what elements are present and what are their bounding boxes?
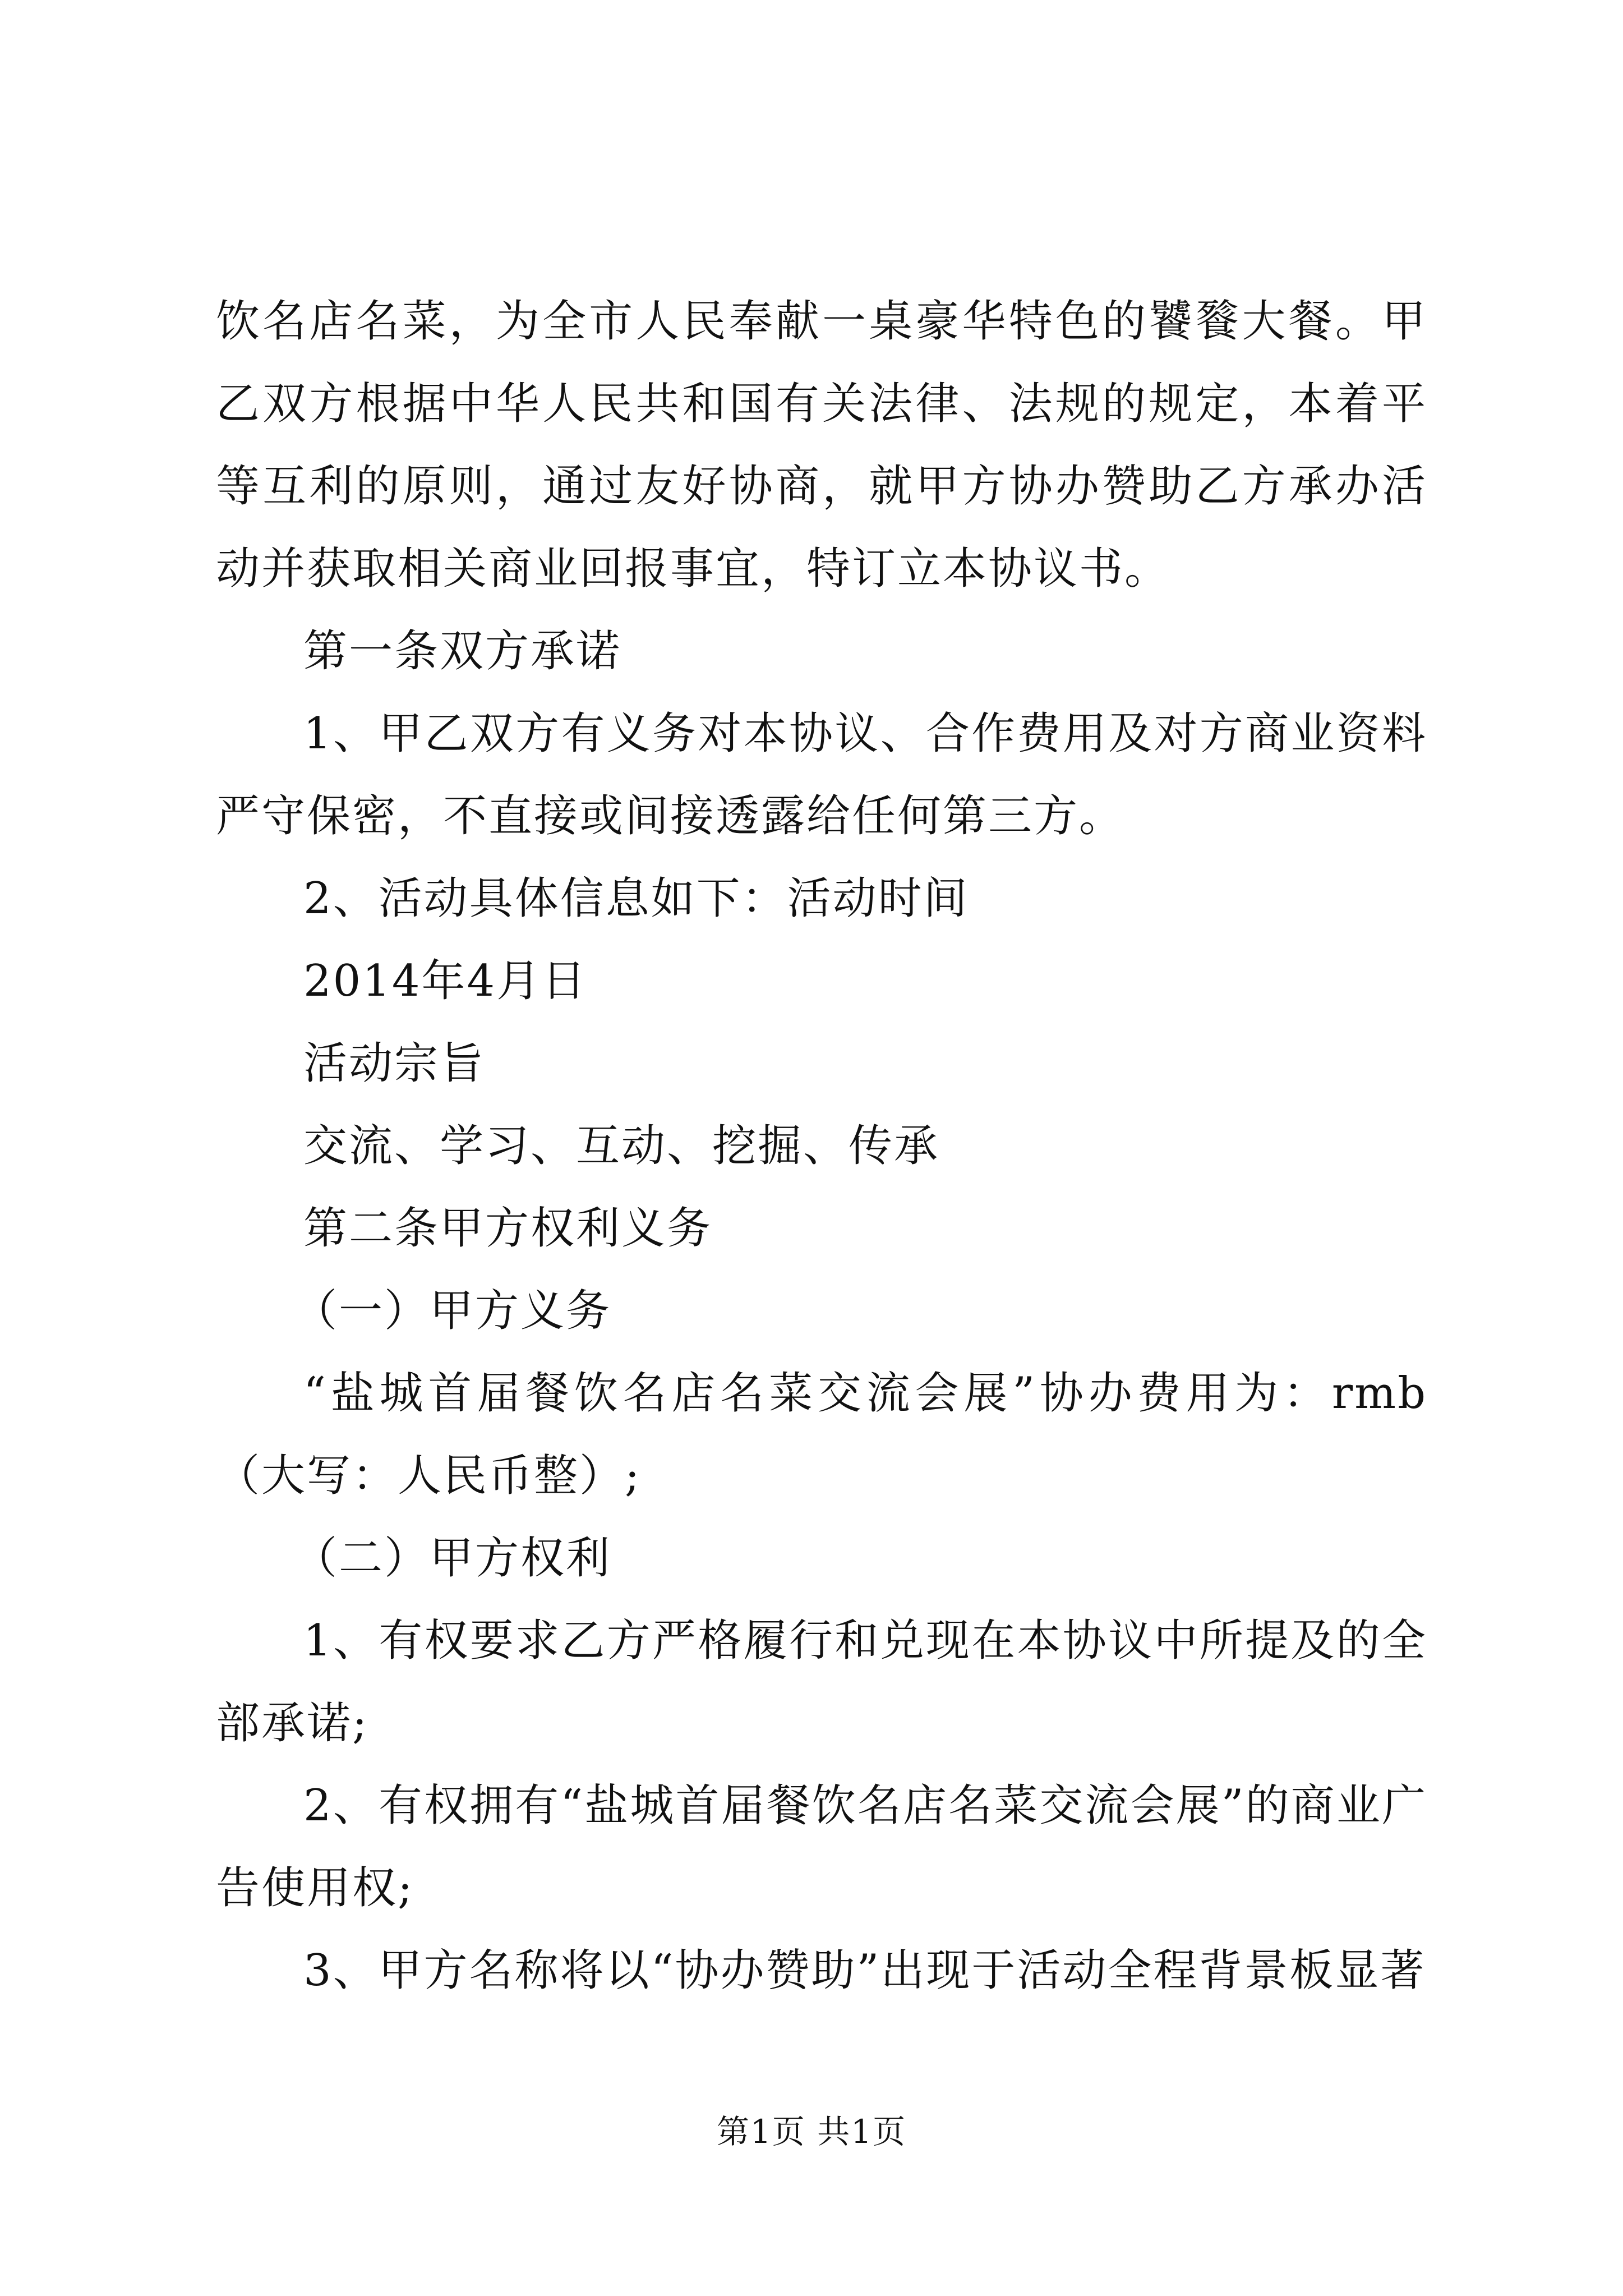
paragraph-right-2: 2、有权拥有“盐城首届餐饮名店名菜交流会展”的商业广告使用权; [216, 1780, 1427, 1913]
activity-purpose-label: 活动宗旨 [303, 1038, 486, 1089]
subheading-party-a-rights: （二）甲方权利 [293, 1533, 612, 1584]
document-body [216, 280, 1427, 2012]
activity-purpose-value: 交流、学习、互动、挖掘、传承 [303, 1121, 940, 1171]
paragraph-intro: 饮名店名菜，为全市人民奉献一桌豪华特色的饕餮大餐。甲乙双方根据中华人民共和国有关法律、法规的规定，本着平等互利的原则，通过友好协商，就甲方协办赞助乙方承办活动并获取相关商业回报事宜，特订立本协议书。 [216, 296, 1427, 594]
page-number-label: 第1页 共1页 [716, 2113, 907, 2151]
paragraph-confidentiality: 1、甲乙双方有义务对本协议、合作费用及对方商业资料严守保密，不直接或间接透露给任何第三方。 [216, 708, 1427, 841]
heading-article-1: 第一条双方承诺 [303, 626, 622, 677]
heading-article-2: 第二条甲方权利义务 [303, 1203, 713, 1254]
subheading-party-a-obligations: （一）甲方义务 [293, 1286, 612, 1336]
paragraph-right-3: 3、甲方名称将以“协办赞助”出现于活动全程背景板显著 [303, 1945, 1426, 1996]
activity-date: 2014年4月日 [303, 956, 588, 1006]
paragraph-fee: “盐城首届餐饮名店名菜交流会展”协办费用为：rmb（大写：人民币整）; [216, 1368, 1427, 1501]
paragraph-activity-info: 2、活动具体信息如下：活动时间 [303, 873, 969, 924]
page-footer [0, 2109, 1623, 2154]
paragraph-right-1: 1、有权要求乙方严格履行和兑现在本协议中所提及的全部承诺; [216, 1616, 1427, 1749]
